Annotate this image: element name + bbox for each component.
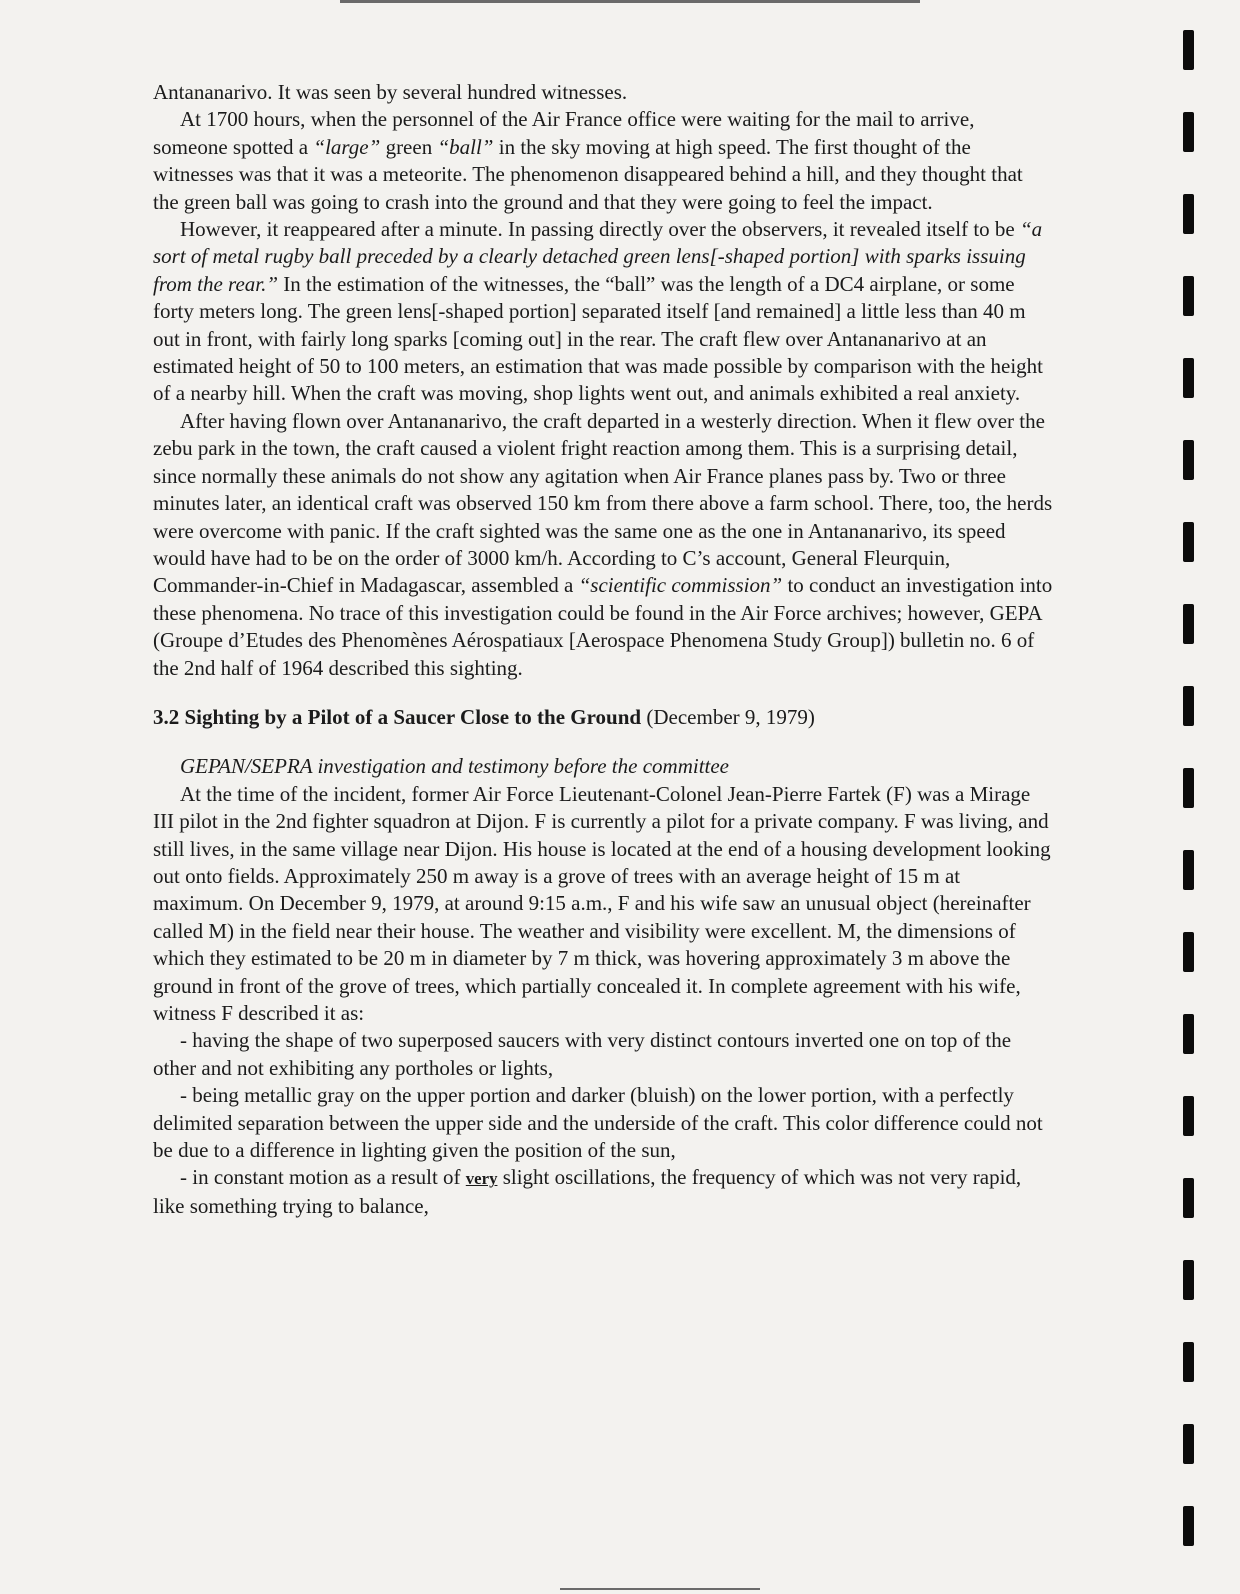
binding-hole-icon: [1183, 1342, 1194, 1382]
binding-hole-icon: [1183, 1424, 1194, 1464]
binding-hole-icon: [1183, 30, 1194, 70]
bullet-item-1: - having the shape of two superposed saucers with very distinct contours inverted one on top of the other and not exhibiting any portholes or lights,: [153, 1028, 1012, 1080]
paragraph-2: At 1700 hours, when the personnel of the Air France office were waiting for the mail to arrive, someone spotted a “large” green “ball” in the sky moving at high speed. The first thought of the witnesses was that it was a meteorite. The phenomenon disappeared behind a hill, and they thought that the green ball was going to crash into the ground and that they were going to feel the impact.: [153, 107, 1023, 214]
section-heading-title: 3.2 Sighting by a Pilot of a Saucer Close to the Ground: [153, 704, 642, 729]
quote-ball: “ball”: [437, 134, 494, 159]
quote-large: “large”: [313, 134, 381, 159]
binding-hole-icon: [1183, 522, 1194, 562]
binding-hole-icon: [1183, 1260, 1194, 1300]
binding-hole-icon: [1183, 768, 1194, 808]
section-heading-date: (December 9, 1979): [641, 704, 815, 729]
quote-rugby-ball: “a sort of metal rugby ball preceded by a clearly detached green lens[-shaped portion] with sparks issuing from the rear.”: [153, 217, 1043, 296]
paragraph-4: After having flown over Antananarivo, the craft departed in a westerly direction. When it flew over the zebu park in the town, the craft caused a violent fright reaction among them. This is a surprising detail, since normally these animals do not show any agitation when Air France planes pass by. Two or three minutes later, an identical craft was observed 150 km from there above a farm school. There, too, the herds were overcome with panic. If the craft sighted was the same one as the one in Antananarivo, its speed would have had to be on the order of 3000 km/h. According to C’s account, General Fleurquin, Commander-in-Chief in Madagascar, assembled a “scientific commission” to conduct an investigation into these phenomena. No trace of this investigation could be found in the Air Force archives; however, GEPA (Groupe d’Etudes des Phenomènes Aérospatiaux [Aerospace Phenomena Study Group]) bulletin no. 6 of the 2nd half of 1964 described this sighting.: [153, 408, 1053, 680]
binding-hole-icon: [1183, 1506, 1194, 1546]
bullet-item-2: - being metallic gray on the upper portion and darker (bluish) on the lower portion, with a perfectly delimited separation between the upper side and the underside of the craft. This color difference could not be due to a difference in lighting given the position of the sun,: [153, 1083, 1043, 1163]
paragraph-1: Antananarivo. It was seen by several hundred witnesses.: [153, 80, 628, 104]
binding-hole-icon: [1183, 932, 1194, 972]
binding-hole-icon: [1183, 604, 1194, 644]
bullet-item-3: - in constant motion as a result of very slight oscillations, the frequency of which was not very rapid, like something trying to balance,: [153, 1165, 1022, 1218]
binding-hole-icon: [1183, 440, 1194, 480]
binding-hole-icon: [1183, 194, 1194, 234]
quote-scientific-commission: “scientific commission”: [578, 573, 783, 598]
top-edge-rule: [340, 0, 920, 3]
underlined-very: very: [465, 1169, 498, 1189]
binding-hole-icon: [1183, 112, 1194, 152]
binding-hole-icon: [1183, 1096, 1194, 1136]
binding-holes: [1183, 30, 1207, 1560]
section-subheading: GEPAN/SEPRA investigation and testimony before the committee: [180, 754, 730, 779]
binding-hole-icon: [1183, 850, 1194, 890]
binding-hole-icon: [1183, 358, 1194, 398]
paragraph-5: At the time of the incident, former Air Force Lieutenant-Colonel Jean-Pierre Fartek (F) was a Mirage III pilot in the 2nd fighter squadron at Dijon. F is currently a pilot for a private company. F was living, and still lives, in the same village near Dijon. His house is located at the end of a housing development looking out onto fields. Approximately 250 m away is a grove of trees with an average height of 15 m at maximum. On December 9, 1979, at around 9:15 a.m., F and his wife saw an unusual object (hereinafter called M) in the field near their house. The weather and visibility were excellent. M, the dimensions of which they estimated to be 20 m in diameter by 7 m thick, was hovering approximately 3 m above the ground in front of the grove of trees, which partially concealed it. In complete agreement with his wife, witness F described it as:: [153, 781, 1051, 1025]
binding-hole-icon: [1183, 686, 1194, 726]
binding-hole-icon: [1183, 1178, 1194, 1218]
bottom-edge-rule: [560, 1588, 760, 1590]
section-heading: [153, 704, 1053, 731]
binding-hole-icon: [1183, 276, 1194, 316]
paragraph-3: However, it reappeared after a minute. In passing directly over the observers, it revealed itself to be “a sort of metal rugby ball preceded by a clearly detached green lens[-shaped portion] with sparks issuing from the rear.” In the estimation of the witnesses, the “ball” was the length of a DC4 airplane, or some forty meters long. The green lens[-shaped portion] separated itself [and remained] a little less than 40 m out in front, with fairly long sparks [coming out] in the rear. The craft flew over Antananarivo at an estimated height of 50 to 100 meters, an estimation that was made possible by comparison with the height of a nearby hill. When the craft was moving, shop lights went out, and animals exhibited a real anxiety.: [153, 217, 1043, 406]
document-body: [153, 79, 1053, 1220]
binding-hole-icon: [1183, 1014, 1194, 1054]
